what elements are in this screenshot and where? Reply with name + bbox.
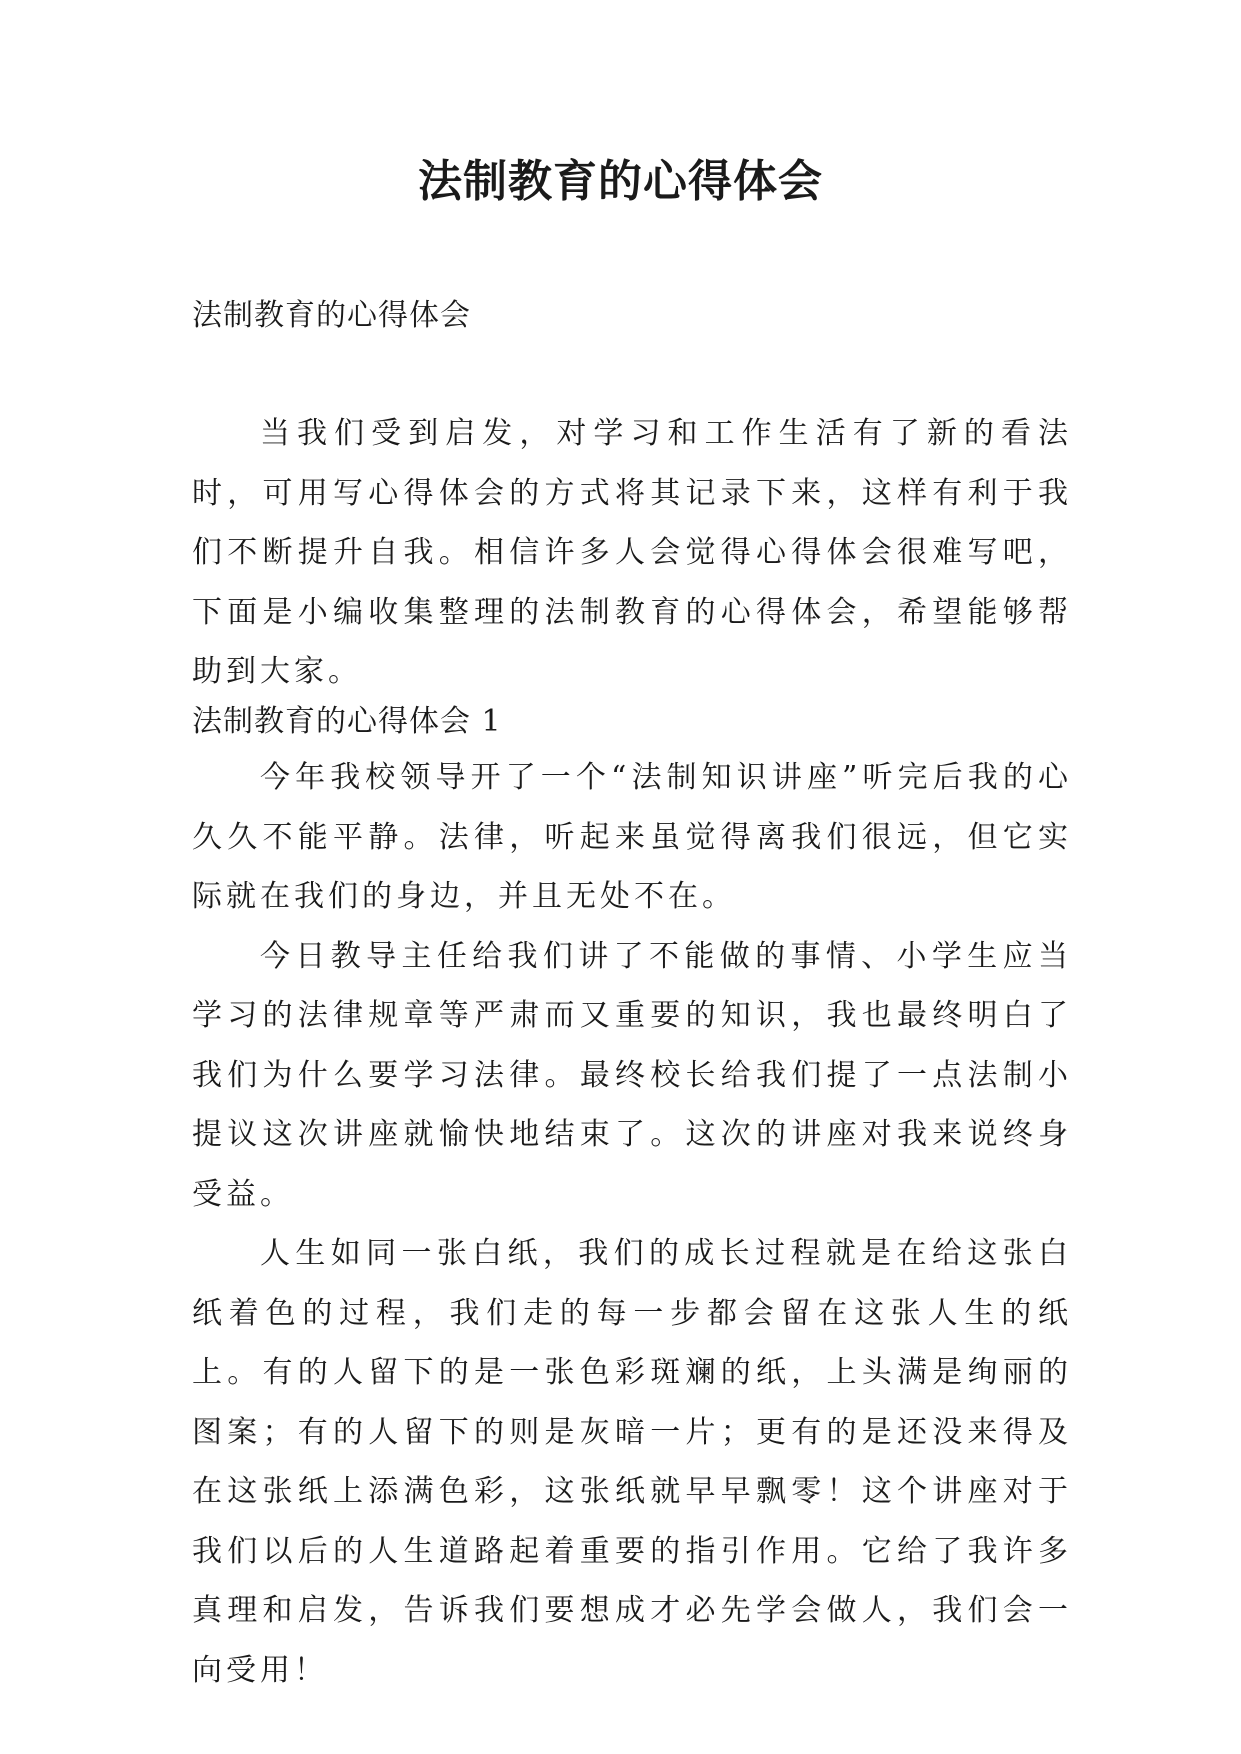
intro-paragraph: 当我们受到启发，对学习和工作生活有了新的看法时，可用写心得体会的方式将其记录下来，这样有利于我们不断提升自我。相信许多人会觉得心得体会很难写吧，下面是小编收集整理的法制教育的心得体会，希望能够帮助到大家。 (192, 416, 1072, 689)
section-heading: 法制教育的心得体会 1 (192, 704, 502, 739)
body-paragraph-3: 人生如同一张白纸，我们的成长过程就是在给这张白纸着色的过程，我们走的每一步都会留在这张人生的纸上。有的人留下的是一张色彩斑斓的纸，上头满是绚丽的图案；有的人留下的则是灰暗一片；更有的是还没来得及在这张纸上添满色彩，这张纸就早早飘零！这个讲座对于我们以后的人生道路起着重要的指引作用。它给了我许多真理和启发，告诉我们要想成才必先学会做人，我们会一向受用！ (192, 1236, 1072, 1688)
body-paragraph-1: 今年我校领导开了一个“法制知识讲座”听完后我的心久久不能平静。法律，听起来虽觉得离我们很远，但它实际就在我们的身边，并且无处不在。 (192, 760, 1072, 914)
intro-block (192, 404, 1072, 702)
body-paragraph-2: 今日教导主任给我们讲了不能做的事情、小学生应当学习的法律规章等严肃而又重要的知识，我也最终明白了我们为什么要学习法律。最终校长给我们提了一点法制小提议这次讲座就愉快地结束了。这次的讲座对我来说终身受益。 (192, 938, 1072, 1212)
document-title: 法制教育的心得体会 (418, 156, 823, 207)
section-body (192, 748, 1072, 1700)
document-subtitle: 法制教育的心得体会 (192, 298, 471, 333)
